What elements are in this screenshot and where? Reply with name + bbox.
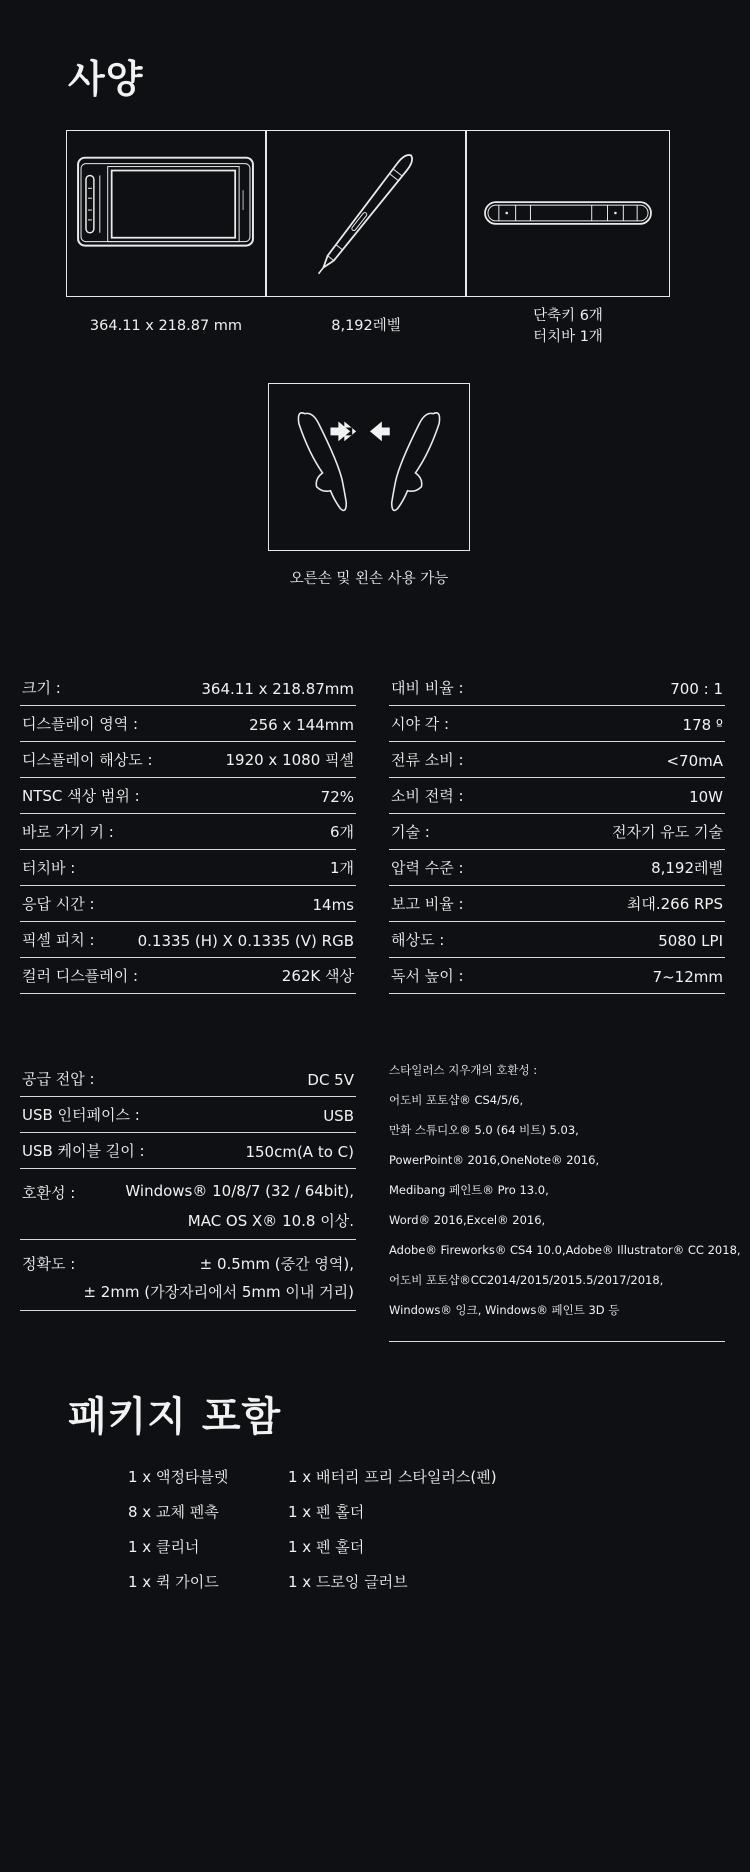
compat-heading: 스타일러스 지우개의 호환성 :: [389, 1063, 538, 1077]
compat-item: 어도비 포토샵®CC2014/2015/2015.5/2017/2018,: [389, 1273, 664, 1287]
pressure-caption: 8,192레벨: [331, 318, 401, 334]
spec-table-lower: [20, 1061, 356, 1311]
spec-row: [389, 850, 725, 886]
spec-key: 해상도 :: [391, 931, 445, 949]
spec-row: [20, 670, 356, 706]
spec-value: 150cm(A to C): [245, 1143, 354, 1161]
spec-key: 정확도 :: [22, 1255, 76, 1273]
spec-key: 응답 시간 :: [22, 895, 95, 913]
spec-value: 364.11 x 218.87mm: [201, 680, 354, 698]
compat-item: Adobe® Fireworks® CS4 10.0,Adobe® Illustrator® CC 2018,: [389, 1243, 741, 1257]
spec-value: 8,192레벨: [651, 859, 723, 877]
spec-row: [20, 1133, 356, 1169]
hand-caption: 오른손 및 왼손 사용 가능: [289, 571, 449, 587]
spec-key: 크기 :: [22, 679, 61, 697]
spec-key: 컬러 디스플레이 :: [22, 967, 139, 985]
spec-value-line1: Windows® 10/8/7 (32 / 64bit),: [125, 1182, 354, 1200]
package-item: 1 x 퀵 가이드: [128, 1573, 219, 1591]
spec-value: 1개: [329, 859, 354, 877]
spec-key: 시야 각 :: [391, 715, 450, 733]
spec-value-line1: ± 0.5mm (중간 영역),: [199, 1255, 354, 1273]
spec-value: 10W: [689, 788, 723, 806]
package-title: 패키지 포함: [68, 1394, 282, 1440]
spec-value: 262K 색상: [281, 967, 354, 985]
spec-value: 256 x 144mm: [249, 716, 354, 734]
compat-item: 어도비 포토샵® CS4/5/6,: [389, 1093, 524, 1107]
spec-value: 6개: [329, 823, 354, 841]
spec-row: [389, 922, 725, 958]
spec-key: 기술 :: [391, 823, 430, 841]
spec-key: 픽셀 피치 :: [22, 931, 95, 949]
spec-key: 대비 비율 :: [391, 679, 464, 697]
spec-key: 보고 비율 :: [391, 895, 464, 913]
spec-value: DC 5V: [307, 1071, 354, 1089]
compat-divider: [389, 1341, 725, 1342]
spec-key: 공급 전압 :: [22, 1070, 95, 1088]
spec-row: [20, 922, 356, 958]
spec-value: USB: [323, 1107, 354, 1125]
package-item: 1 x 펜 홀더: [288, 1503, 365, 1521]
spec-value: 최대.266 RPS: [626, 895, 723, 913]
stylus-pen-icon: [267, 131, 465, 296]
spec-value: 7~12mm: [652, 968, 723, 986]
spec-key: USB 케이블 길이 :: [22, 1142, 145, 1160]
spec-value: 700 : 1: [670, 680, 723, 698]
package-item: 8 x 교체 펜촉: [128, 1503, 219, 1521]
spec-key: 소비 전력 :: [391, 787, 464, 805]
spec-row: [20, 1061, 356, 1097]
spec-row: [20, 850, 356, 886]
compat-item: Medibang 페인트® Pro 13.0,: [389, 1183, 549, 1197]
compat-item: 만화 스튜디오® 5.0 (64 비트) 5.03,: [389, 1123, 579, 1137]
spec-row: [20, 742, 356, 778]
shortcut-keys-icon: [467, 131, 669, 296]
page-title: 사양: [68, 57, 144, 101]
spec-key: 터치바 :: [22, 859, 76, 877]
spec-key: 전류 소비 :: [391, 751, 464, 769]
shortcut-caption-line1: 단축키 6개: [533, 308, 603, 324]
spec-key: 바로 가기 키 :: [22, 823, 114, 841]
spec-value: 1920 x 1080 픽셀: [225, 751, 354, 769]
spec-value: 0.1335 (H) X 0.1335 (V) RGB: [137, 932, 354, 950]
spec-row: [20, 1097, 356, 1133]
spec-row: [389, 814, 725, 850]
spec-row: [389, 886, 725, 922]
tablet-size-box: [66, 130, 266, 297]
shortcut-caption: [466, 306, 670, 348]
package-item: 1 x 드로잉 글러브: [288, 1573, 408, 1591]
spec-value: 72%: [320, 788, 354, 806]
spec-key: USB 인터페이스 :: [22, 1106, 140, 1124]
spec-row: [20, 778, 356, 814]
spec-table-left: [20, 670, 356, 994]
spec-row-accuracy: [20, 1240, 356, 1311]
spec-table-right: [389, 670, 725, 994]
package-item: 1 x 배터리 프리 스타일러스(펜): [288, 1468, 497, 1486]
spec-value-line2: ± 2mm (가장자리에서 5mm 이내 거리): [83, 1283, 354, 1301]
compat-item: PowerPoint® 2016,OneNote® 2016,: [389, 1153, 600, 1167]
tablet-icon: [67, 131, 265, 296]
spec-row: [389, 706, 725, 742]
package-item: 1 x 액정타블렛: [128, 1468, 229, 1486]
spec-row-compat: [20, 1169, 356, 1240]
tablet-size-caption: 364.11 x 218.87 mm: [89, 318, 243, 334]
spec-key: 디스플레이 영역 :: [22, 715, 139, 733]
stylus-compat-list: [389, 1055, 741, 1325]
touchbar-caption-line2: 터치바 1개: [533, 329, 603, 345]
spec-row: [389, 670, 725, 706]
spec-row: [20, 814, 356, 850]
spec-row: [389, 742, 725, 778]
spec-key: 압력 수준 :: [391, 859, 464, 877]
spec-key: 디스플레이 해상도 :: [22, 751, 153, 769]
spec-value: 14ms: [312, 896, 354, 914]
spec-row: [20, 886, 356, 922]
spec-key: NTSC 색상 범위 :: [22, 787, 140, 805]
spec-row: [389, 778, 725, 814]
spec-key: 독서 높이 :: [391, 967, 464, 985]
package-item: 1 x 클리너: [128, 1538, 200, 1556]
spec-value-line2: MAC OS X® 10.8 이상.: [187, 1212, 354, 1230]
shortcut-keys-box: [466, 130, 670, 297]
package-item: 1 x 펜 홀더: [288, 1538, 365, 1556]
spec-value: 전자기 유도 기술: [612, 823, 723, 841]
ambidextrous-box: [268, 383, 470, 551]
compat-item: Word® 2016,Excel® 2016,: [389, 1213, 546, 1227]
spec-value: 178 º: [682, 716, 723, 734]
hands-swap-icon: [269, 384, 469, 550]
spec-value: 5080 LPI: [658, 932, 723, 950]
spec-key: 호환성 :: [22, 1184, 76, 1202]
pen-pressure-box: [266, 130, 466, 297]
spec-row: [20, 706, 356, 742]
spec-value: <70mA: [666, 752, 723, 770]
spec-row: [389, 958, 725, 994]
spec-row: [20, 958, 356, 994]
compat-item: Windows® 잉크, Windows® 페인트 3D 등: [389, 1303, 620, 1317]
